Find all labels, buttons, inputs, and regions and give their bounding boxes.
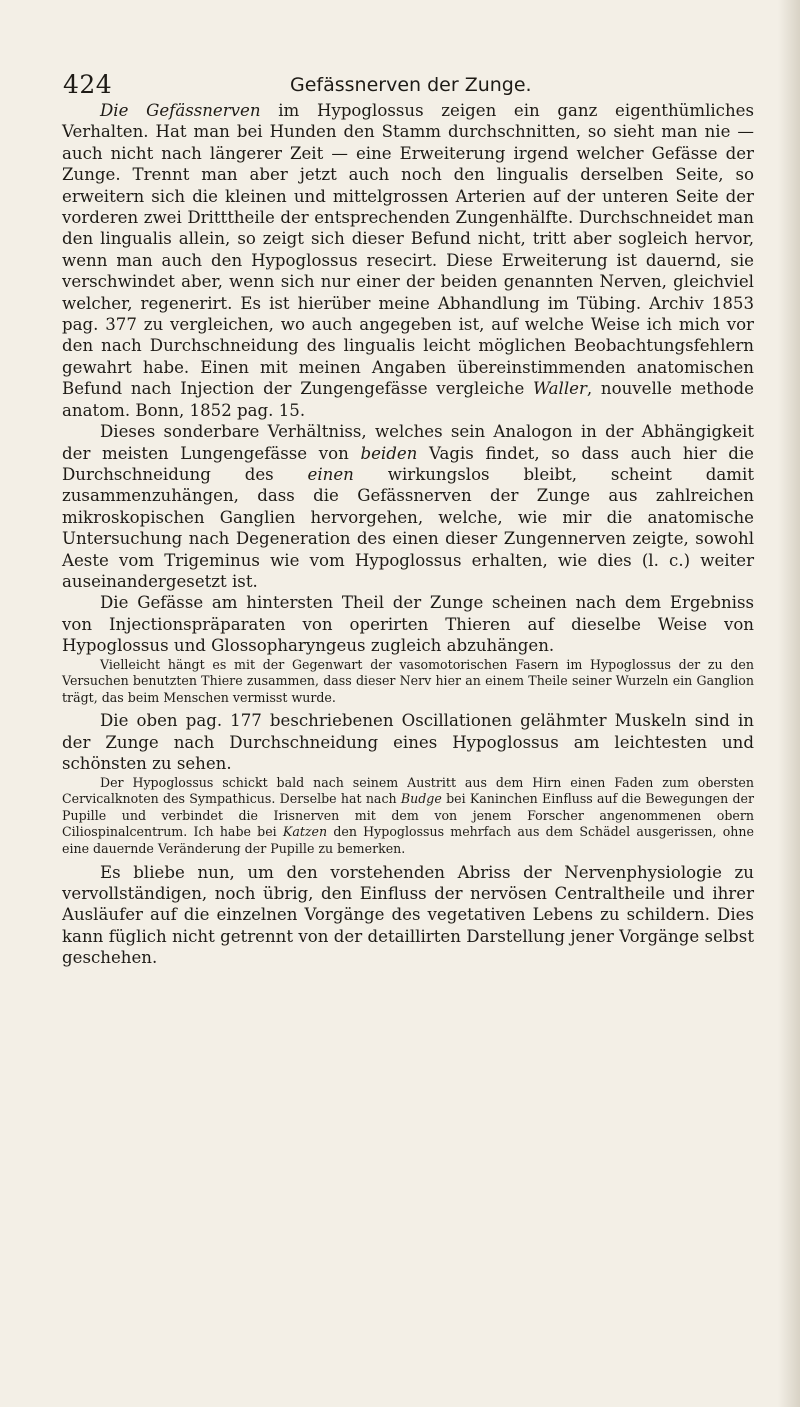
- paragraph-verhaeltniss: [62, 421, 754, 592]
- paragraph-tail: , nouvelle methode anatom. Bonn, 1852 pag. 15.: [62, 379, 754, 420]
- footnote-ganglion: Vielleicht hängt es mit der Gegenwart der vasomotorischen Fasern im Hypoglossus der zu den Versuchen benutzten Thiere zusammen, dass dieser Nerv hier an einem Theile seiner Wurzeln ein Ganglion trägt, das beim Menschen vermisst wurde.: [62, 656, 754, 705]
- italic-emphasis: einen: [307, 464, 354, 484]
- footnote-text: den Hypoglossus mehrfach aus dem Schädel ausgerissen, ohne eine dauernde Veränderung der Pupille zu bemerken.: [62, 824, 754, 856]
- footnote-text: Der Hypoglossus schickt bald nach seinem Austritt aus dem Hirn einen Faden zum obersten Cervicalknoten des Sympathicus. Derselbe hat nach: [62, 774, 754, 807]
- page-edge-shadow: [778, 0, 800, 1407]
- italic-lead: Die Gefässnerven: [100, 101, 261, 120]
- italic-reference: Waller: [533, 379, 587, 399]
- paragraph-hinterer-theil: Die Gefässe am hintersten Theil der Zunge scheinen nach dem Ergebniss von Injectionspräparaten von operirten Thieren auf dieselbe Weise von Hypoglossus und Glossopharyngeus zugleich abzuhängen.: [62, 593, 754, 656]
- italic-animal: Katzen: [282, 824, 328, 840]
- paragraph-text: im Hypoglossus zeigen ein ganz eigenthümliches Verhalten. Hat man bei Hunden den Stamm durchschnitten, so sieht man nie — auch nicht nach längerer Zeit — eine Erweiterung irgend welcher Gefässe der Zunge. Trennt man aber jetzt auch noch den lingualis derselben Seite, so erweitern sich die kleinen und mittelgrossen Arterien auf der unteren Seite der vorderen zwei Dritttheile der entsprechenden Zungenhälfte. Durchschneidet man den lingualis allein, so zeigt sich dieser Befund nicht, tritt aber sogleich hervor, wenn man auch den Hypoglossus resecirt. Diese Erweiterung ist dauernd, sie verschwindet aber, wenn sich nur einer der beiden genannten Nerven, gleichviel welcher, regenerirt. Es ist hierüber meine Abhandlung im Tübing. Archiv 1853 pag. 377 zu vergleichen, wo auch angegeben ist, auf welche Weise ich mich vor den nach Durchschneidung des lingualis leicht möglichen Beobachtungsfehlern gewahrt habe. Einen mit meinen Angaben übereinstimmenden anatomischen Befund nach Injection der Zungengefässe vergleiche: [62, 101, 755, 399]
- running-title: Gefässnerven der Zunge.: [290, 74, 532, 96]
- footnote-text: bei Kaninchen Einfluss auf die Bewegungen der Pupille und verbindet die Irisnerven mit dem von jenem Forscher angenommenen obern Ciliospinalcentrum. Ich habe bei: [62, 791, 754, 840]
- footnote-sympathicus: [62, 775, 754, 858]
- paragraph-text: Vagis findet, so dass auch hier die Durchschneidung des: [62, 443, 754, 484]
- italic-emphasis: beiden: [360, 443, 418, 463]
- paragraph-oscillationen: Die oben pag. 177 beschriebenen Oscillationen gelähmter Muskeln sind in der Zunge nach Durchschneidung eines Hypoglossus am leichtesten und schönsten zu sehen.: [62, 711, 754, 774]
- italic-author: Budge: [400, 791, 442, 807]
- paragraph-gefaessnerven: [62, 100, 754, 421]
- body-text: [62, 100, 754, 969]
- paragraph-text: wirkungslos bleibt, scheint damit zusammenzuhängen, dass die Gefässnerven der Zunge aus zahlreichen mikroskopischen Ganglien hervorgehen, welche, wie mir die anatomische Untersuchung nach Degeneration des einen dieser Zungennerven zeigte, sowohl Aeste vom Trigeminus wie vom Hypoglossus erhalten, wie dies (l. c.) weiter auseinandergesetzt ist.: [62, 464, 755, 591]
- page-number: 424: [63, 70, 113, 99]
- paragraph-schluss: Es bliebe nun, um den vorstehenden Abriss der Nervenphysiologie zu vervollständigen, noch übrig, den Einfluss der nervösen Centraltheile und ihrer Ausläufer auf die einzelnen Vorgänge des vegetativen Lebens zu schildern. Dies kann füglich nicht getrennt von der detaillirten Darstellung jener Vorgänge selbst geschehen.: [62, 862, 754, 968]
- paragraph-text: Dieses sonderbare Verhältniss, welches sein Analogon in der Abhängigkeit der meisten Lungengefässe von: [62, 422, 754, 463]
